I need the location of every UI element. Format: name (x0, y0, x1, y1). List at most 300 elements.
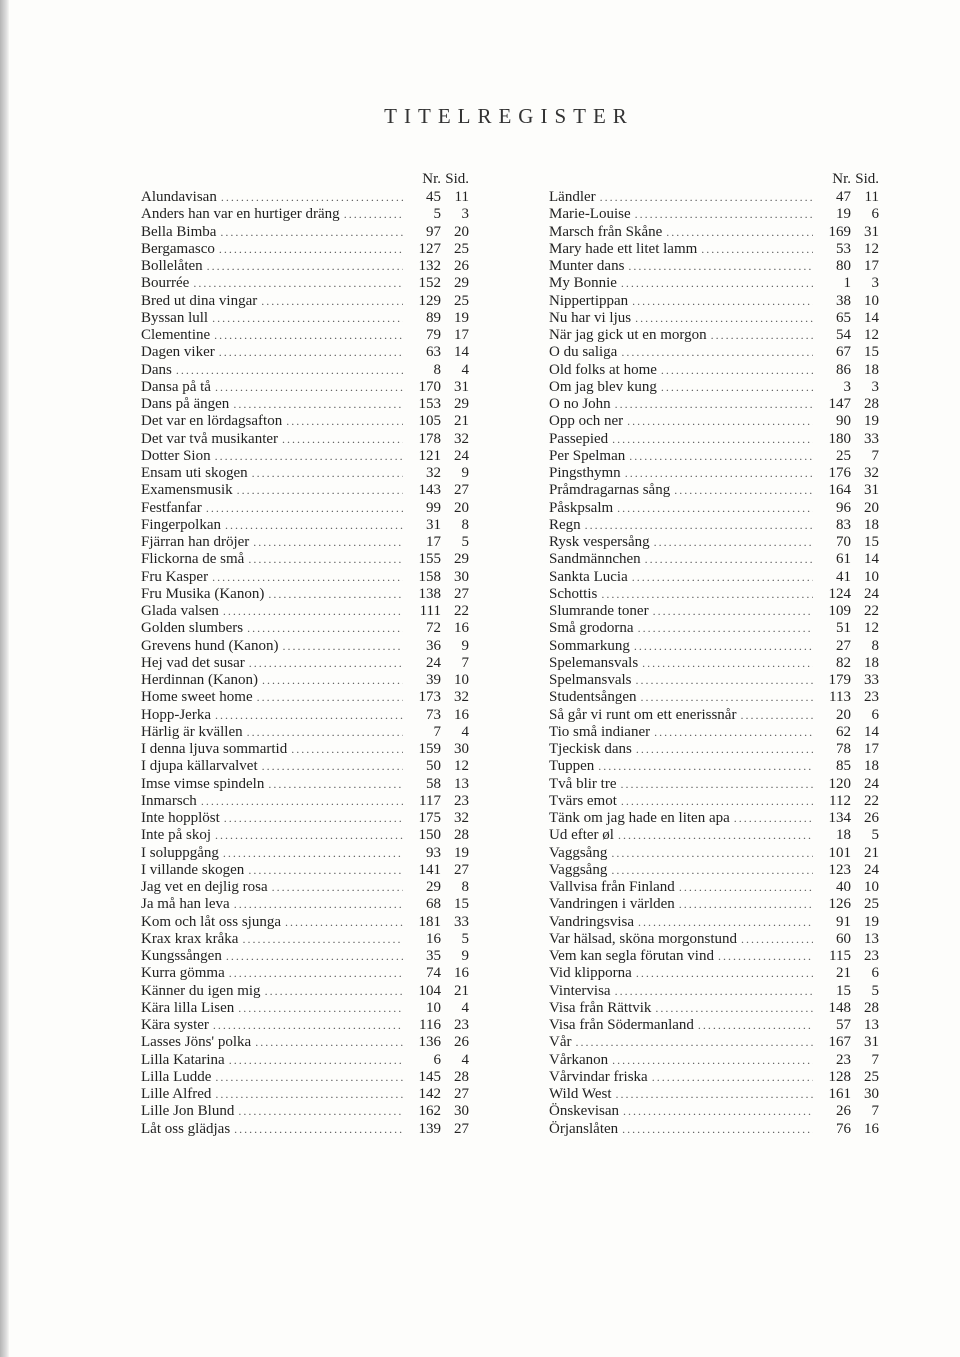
index-entry (141, 431, 469, 448)
index-entry (549, 275, 879, 292)
dot-leader (234, 1121, 403, 1138)
dot-leader (247, 724, 403, 741)
entry-title: Tänk om jag hade en liten apa (549, 810, 730, 826)
dot-leader (623, 1103, 813, 1120)
dot-leader (666, 224, 813, 241)
entry-number: 120 (828, 775, 851, 792)
entry-page: 23 (864, 948, 879, 964)
entry-title: Marie-Louise (549, 206, 631, 223)
index-entry (141, 776, 469, 793)
dot-leader (282, 431, 403, 448)
index-entry (549, 672, 879, 689)
index-entry (549, 620, 879, 637)
entry-number: 99 (426, 499, 441, 516)
entry-page: 23 (454, 792, 469, 809)
dot-leader (645, 551, 813, 568)
entry-title: I villande skogen (141, 861, 245, 878)
index-entry (141, 655, 469, 672)
entry-number: 51 (836, 620, 851, 637)
dot-leader (621, 275, 813, 292)
entry-title: Lasses Jöns' polka (141, 1034, 252, 1051)
entry-title: Lille Jon Blund (141, 1103, 235, 1120)
entry-page: 31 (864, 223, 879, 240)
entry-number: 138 (418, 585, 441, 602)
entry-page: 32 (864, 465, 879, 481)
index-entry (549, 241, 879, 258)
entry-page: 30 (454, 741, 469, 757)
index-entry (141, 983, 469, 1000)
index-entry (141, 862, 469, 879)
dot-leader (652, 1069, 813, 1086)
entry-title: Om jag blev kung (549, 378, 657, 395)
entry-number: 78 (836, 741, 851, 757)
index-entry (549, 396, 879, 413)
entry-page: 29 (454, 551, 469, 568)
index-entry (549, 689, 879, 706)
index-entry (549, 379, 879, 396)
index-entry (549, 914, 879, 931)
entry-title: Var hälsad, sköna morgonstund (549, 930, 738, 947)
entry-page: 28 (454, 827, 469, 844)
entry-number: 152 (418, 275, 441, 292)
index-entry (141, 1000, 469, 1017)
entry-page: 19 (454, 309, 469, 326)
entry-page: 25 (454, 292, 469, 309)
entry-title: Hopp-Jerka (141, 706, 211, 723)
entry-title: Sommarkung (549, 637, 630, 654)
entry-page: 17 (864, 741, 879, 757)
index-entry (141, 1052, 469, 1069)
entry-title: Vid klipporna (549, 965, 632, 982)
dot-leader (238, 1103, 403, 1120)
entry-title: Marsch från Skåne (549, 223, 663, 240)
dot-leader (224, 810, 403, 827)
entry-number: 73 (426, 706, 441, 723)
entry-title: Lilla Ludde (141, 1068, 212, 1085)
entry-page: 24 (864, 775, 879, 792)
entry-number: 86 (836, 361, 851, 378)
entry-title: Munter dans (549, 258, 625, 274)
entry-title: Wild West (549, 1086, 612, 1102)
entry-number: 8 (433, 361, 441, 378)
entry-page: 14 (864, 309, 879, 326)
dot-leader (247, 620, 403, 637)
dot-leader (261, 293, 403, 310)
entry-page: 26 (454, 1034, 469, 1051)
entry-number: 20 (836, 706, 851, 723)
entry-number: 80 (836, 258, 851, 274)
entry-title: Vårvindar friska (549, 1068, 648, 1085)
entry-title: Låt oss glädjas (141, 1120, 231, 1137)
entry-page: 11 (864, 189, 879, 205)
dot-leader (718, 948, 813, 965)
entry-title: Känner du igen mig (141, 982, 261, 999)
dot-leader (253, 534, 403, 551)
dot-leader (625, 465, 813, 482)
dot-leader (229, 1052, 403, 1069)
entry-title: Opp och ner (549, 413, 624, 430)
entry-number: 65 (836, 309, 851, 326)
entry-number: 175 (418, 810, 441, 826)
entry-title: Examensmusik (141, 482, 233, 499)
entry-title: Glada valsen (141, 603, 219, 619)
entry-title: Dagen viker (141, 344, 215, 361)
entry-title: Små grodorna (549, 620, 634, 637)
dot-leader (215, 448, 403, 465)
dot-leader (262, 758, 403, 775)
entry-page: 25 (864, 896, 879, 913)
entry-number: 40 (836, 879, 851, 895)
entry-title: Inmarsch (141, 792, 197, 809)
entry-number: 139 (418, 1120, 441, 1137)
entry-number: 74 (426, 965, 441, 982)
dot-leader (576, 1034, 814, 1051)
dot-leader (212, 310, 403, 327)
entry-number: 57 (836, 1017, 851, 1033)
entry-page: 12 (864, 240, 879, 257)
entry-number: 167 (828, 1034, 851, 1051)
dot-leader (585, 517, 813, 534)
entry-number: 26 (836, 1103, 851, 1120)
index-entry (141, 793, 469, 810)
index-entry (141, 396, 469, 413)
entry-title: Vem kan segla förutan vind (549, 948, 714, 964)
entry-number: 136 (418, 1034, 441, 1051)
entry-number: 41 (836, 568, 851, 585)
entry-number: 60 (836, 930, 851, 947)
index-entry (141, 482, 469, 499)
index-entry (549, 1017, 879, 1034)
index-entry (141, 1017, 469, 1034)
page-title: TITELREGISTER (384, 104, 634, 128)
index-entry (549, 258, 879, 275)
index-entry (141, 551, 469, 568)
dot-leader (632, 569, 813, 586)
entry-title: Krax krax kråka (141, 930, 239, 947)
entry-title: Byssan lull (141, 309, 209, 326)
entry-title: Kungssången (141, 948, 222, 964)
entry-page: 28 (864, 999, 879, 1016)
index-entry (549, 931, 879, 948)
entry-page: 19 (454, 844, 469, 861)
entry-page: 33 (864, 430, 879, 447)
entry-page: 7 (871, 447, 879, 464)
entry-title: Clementine (141, 327, 211, 343)
entry-number: 67 (836, 344, 851, 361)
dot-leader (674, 482, 813, 499)
index-entry (549, 293, 879, 310)
index-entry (549, 758, 879, 775)
entry-title: Kom och låt oss sjunga (141, 913, 281, 930)
index-entry (141, 569, 469, 586)
index-entry (549, 465, 879, 482)
header-nr: Nr. (832, 171, 851, 187)
entry-title: O no John (549, 396, 611, 412)
entry-number: 79 (426, 327, 441, 343)
entry-title: Vandringsvisa (549, 913, 634, 930)
entry-number: 19 (836, 206, 851, 223)
index-entry (141, 206, 469, 223)
entry-page: 7 (461, 654, 469, 671)
entry-page: 30 (864, 1086, 879, 1102)
dot-leader (242, 931, 403, 948)
entry-page: 14 (454, 344, 469, 361)
dot-leader (219, 241, 403, 258)
entry-page: 15 (864, 534, 879, 550)
entry-number: 76 (836, 1120, 851, 1137)
entry-number: 153 (418, 396, 441, 412)
index-entry (549, 362, 879, 379)
entry-page: 10 (864, 879, 879, 895)
entry-title: I djupa källarvalvet (141, 758, 258, 775)
index-entry (141, 344, 469, 361)
index-entry (549, 827, 879, 844)
entry-page: 24 (864, 861, 879, 878)
dot-leader (201, 793, 403, 810)
entry-number: 72 (426, 620, 441, 637)
dot-leader (641, 689, 814, 706)
index-entry (549, 948, 879, 965)
index-entry (549, 431, 879, 448)
dot-leader (616, 1086, 814, 1103)
entry-title: Dotter Sion (141, 447, 211, 464)
dot-leader (661, 379, 813, 396)
index-entry (141, 896, 469, 913)
entry-title: Visa från Södermanland (549, 1017, 694, 1033)
dot-leader (601, 586, 813, 603)
dot-leader (206, 500, 403, 517)
entry-number: 50 (426, 758, 441, 775)
index-entry (549, 448, 879, 465)
entry-page: 29 (454, 275, 469, 292)
entry-page: 24 (864, 585, 879, 602)
index-entry (141, 1034, 469, 1051)
entry-page: 26 (864, 810, 879, 826)
entry-page: 25 (864, 1068, 879, 1085)
entry-number: 61 (836, 551, 851, 568)
index-entry (549, 1000, 879, 1017)
entry-page: 18 (864, 516, 879, 533)
entry-page: 21 (454, 982, 469, 999)
entry-title: I soluppgång (141, 844, 219, 861)
entry-title: Önskevisan (549, 1103, 619, 1120)
dot-leader (741, 931, 813, 948)
index-column-right (549, 170, 879, 1138)
entry-page: 13 (864, 930, 879, 947)
index-entry (141, 1103, 469, 1120)
dot-leader (638, 914, 813, 931)
entry-number: 62 (836, 723, 851, 740)
entry-page: 15 (864, 344, 879, 361)
entry-number: 117 (419, 792, 441, 809)
entry-title: Herdinnan (Kanon) (141, 672, 259, 688)
entry-page: 8 (461, 879, 469, 895)
index-entry (549, 879, 879, 896)
entry-title: Påskpsalm (549, 499, 614, 516)
dot-leader (620, 776, 813, 793)
dot-leader (611, 845, 813, 862)
index-entry (141, 1069, 469, 1086)
index-entry (549, 1121, 879, 1138)
dot-leader (698, 1017, 813, 1034)
index-entry (549, 1069, 879, 1086)
entry-page: 10 (454, 672, 469, 688)
index-entry (549, 724, 879, 741)
entry-title: Flickorna de små (141, 551, 245, 568)
entry-number: 36 (426, 637, 441, 654)
entry-title: Imse vimse spindeln (141, 775, 265, 792)
entry-number: 158 (418, 568, 441, 585)
entry-number: 155 (418, 551, 441, 568)
entry-title: Mary hade ett litet lamm (549, 240, 698, 257)
entry-page: 22 (864, 603, 879, 619)
index-entry (549, 707, 879, 724)
entry-number: 24 (426, 654, 441, 671)
dot-leader (635, 206, 813, 223)
entry-page: 26 (454, 258, 469, 274)
entry-page: 5 (871, 827, 879, 844)
entry-page: 12 (864, 620, 879, 637)
dot-leader (215, 1086, 403, 1103)
entry-title: Kära lilla Lisen (141, 999, 235, 1016)
entry-number: 132 (418, 258, 441, 274)
index-entry (141, 465, 469, 482)
header-spacer (141, 170, 407, 189)
dot-leader (223, 845, 403, 862)
entry-number: 178 (418, 430, 441, 447)
entry-title: Bella Bimba (141, 223, 217, 240)
entry-title: Alundavisan (141, 189, 217, 205)
entry-page: 27 (454, 585, 469, 602)
index-entry (141, 275, 469, 292)
header-spacer (549, 170, 817, 189)
entry-title: Rysk vespersång (549, 534, 650, 550)
entry-page: 6 (871, 206, 879, 223)
dot-leader (679, 896, 813, 913)
entry-title: Ländler (549, 189, 596, 205)
entry-title: Per Spelman (549, 447, 626, 464)
entry-page: 3 (871, 275, 879, 292)
entry-page: 8 (871, 637, 879, 654)
entry-page: 9 (461, 637, 469, 654)
dot-leader (711, 327, 813, 344)
dot-leader (611, 862, 813, 879)
entry-title: Golden slumbers (141, 620, 244, 637)
entry-number: 176 (828, 465, 851, 481)
entry-page: 4 (461, 361, 469, 378)
index-entry (549, 896, 879, 913)
dot-leader (257, 689, 403, 706)
entry-number: 39 (426, 672, 441, 688)
header-sid: Sid. (855, 171, 879, 187)
index-entry (141, 258, 469, 275)
dot-leader (618, 827, 813, 844)
entry-number: 180 (828, 430, 851, 447)
entry-page: 10 (864, 292, 879, 309)
entry-page: 5 (461, 930, 469, 947)
entry-title: Så går vi runt om ett enerissnår (549, 706, 737, 723)
entry-title: När jag gick ut en morgon (549, 327, 707, 343)
dot-leader (632, 293, 813, 310)
entry-title: Visa från Rättvik (549, 999, 652, 1016)
entry-number: 124 (828, 585, 851, 602)
dot-leader (621, 344, 813, 361)
entry-title: Slumrande toner (549, 603, 649, 619)
dot-leader (226, 948, 403, 965)
entry-page: 19 (864, 413, 879, 430)
entry-number: 97 (426, 223, 441, 240)
dot-leader (653, 603, 813, 620)
dot-leader (248, 862, 403, 879)
entry-title: Bred ut dina vingar (141, 292, 258, 309)
entry-page: 12 (864, 327, 879, 343)
entry-page: 23 (864, 689, 879, 706)
entry-title: O du saliga (549, 344, 618, 361)
entry-title: Festfanfar (141, 499, 202, 516)
dot-leader (701, 241, 813, 258)
entry-number: 31 (426, 516, 441, 533)
entry-title: Kära syster (141, 1017, 209, 1033)
entry-number: 89 (426, 309, 441, 326)
column-header (549, 170, 879, 189)
entry-title: Bollelåten (141, 258, 203, 274)
entry-number: 54 (836, 327, 851, 343)
page-spine-shadow (0, 0, 9, 1357)
entry-page: 12 (454, 758, 469, 775)
entry-number: 35 (426, 948, 441, 964)
dot-leader (621, 793, 813, 810)
index-entry (141, 310, 469, 327)
entry-page: 27 (454, 1086, 469, 1102)
entry-page: 11 (454, 189, 469, 205)
entry-number: 159 (418, 741, 441, 757)
entry-number: 123 (828, 861, 851, 878)
entry-title: Härlig är kvällen (141, 723, 243, 740)
dot-leader (286, 413, 403, 430)
entry-number: 85 (836, 758, 851, 775)
entry-number: 29 (426, 879, 441, 895)
entry-page: 13 (864, 1017, 879, 1033)
index-entry (549, 482, 879, 499)
dot-leader (237, 482, 403, 499)
dot-leader (252, 465, 403, 482)
entry-page: 18 (864, 758, 879, 775)
entry-number: 91 (836, 913, 851, 930)
entry-title: Det var två musikanter (141, 430, 279, 447)
entry-page: 17 (454, 327, 469, 343)
dot-leader (215, 827, 403, 844)
entry-number: 90 (836, 413, 851, 430)
index-entry (141, 500, 469, 517)
entry-title: Passepied (549, 430, 609, 447)
index-entry (141, 379, 469, 396)
entry-number: 115 (829, 948, 851, 964)
entry-page: 22 (864, 792, 879, 809)
entry-title: Ensam uti skogen (141, 465, 248, 481)
entry-title: Nu har vi ljus (549, 309, 632, 326)
dot-leader (214, 327, 403, 344)
dot-leader (221, 189, 403, 206)
entry-number: 38 (836, 292, 851, 309)
index-entry (549, 1103, 879, 1120)
dot-leader (654, 724, 813, 741)
index-entry (141, 1121, 469, 1138)
entry-page: 27 (454, 861, 469, 878)
index-entry (549, 1034, 879, 1051)
entry-page: 32 (454, 689, 469, 706)
entry-number: 121 (418, 447, 441, 464)
entry-number: 63 (426, 344, 441, 361)
